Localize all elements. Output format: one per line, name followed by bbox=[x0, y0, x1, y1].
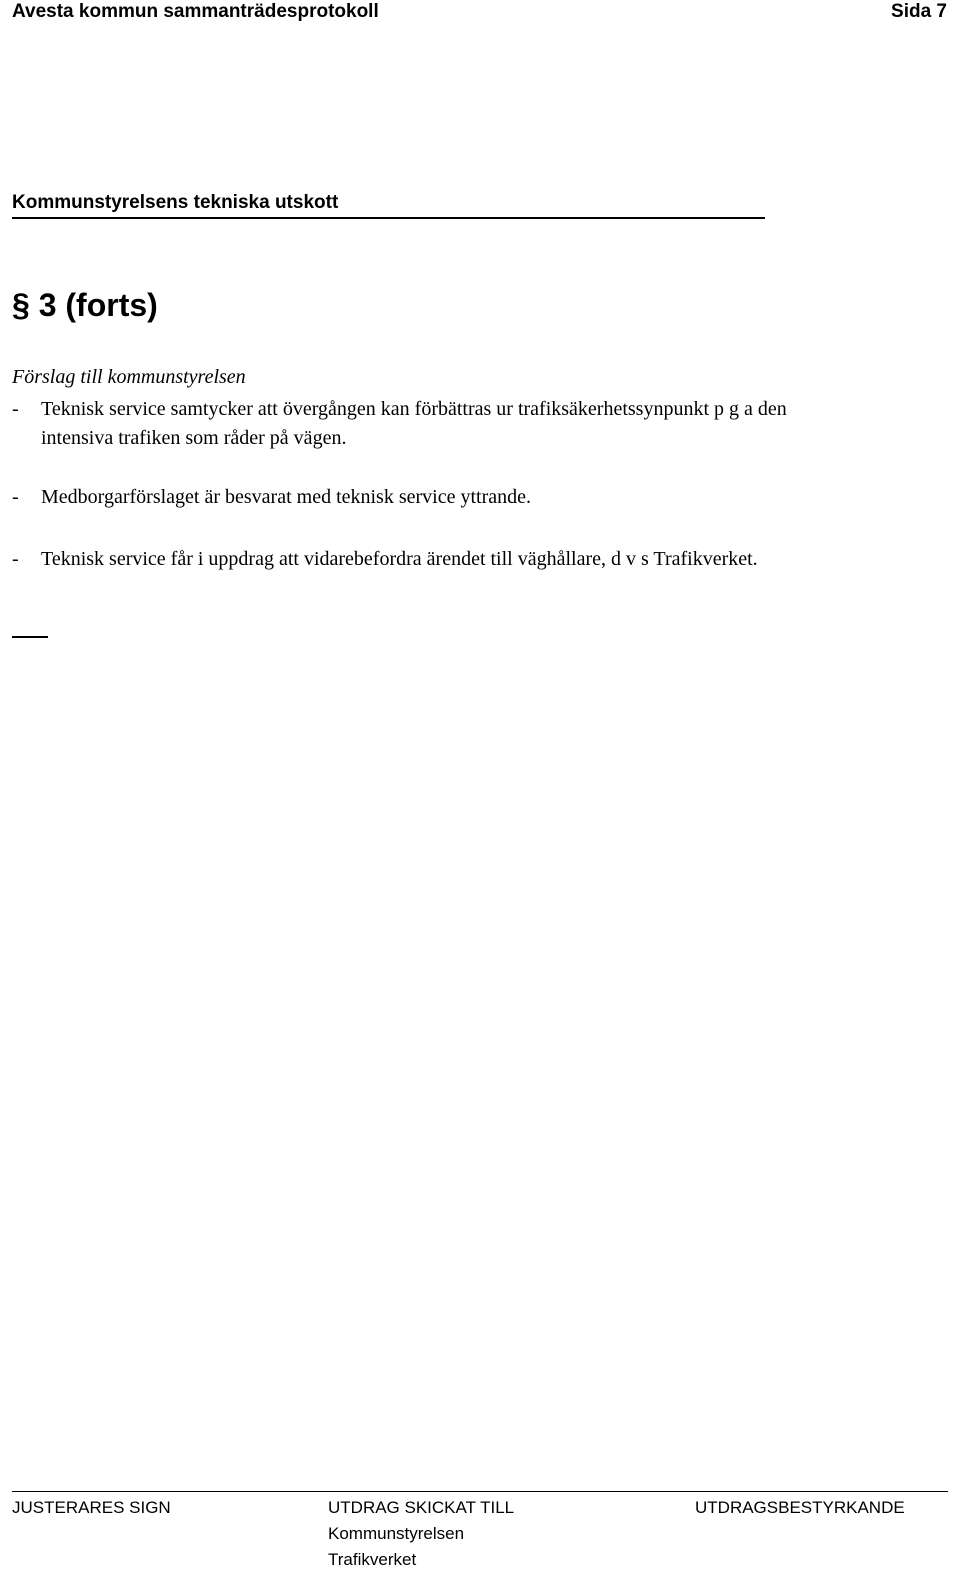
footer-recipient: Kommunstyrelsen bbox=[328, 1524, 465, 1543]
footer-divider bbox=[12, 1491, 948, 1492]
footer-recipient: Trafikverket bbox=[328, 1550, 417, 1569]
list-dash: - bbox=[12, 398, 19, 420]
list-item-line: Teknisk service samtycker att övergången kan förbättras ur trafiksäkerhetssynpunkt p g a den bbox=[41, 398, 787, 420]
list-item-text bbox=[41, 395, 787, 453]
list-item-text: Teknisk service får i uppdrag att vidarebefordra ärendet till väghållare, d v s Trafikverket. bbox=[41, 548, 758, 570]
list-item-text: Medborgarförslaget är besvarat med teknisk service yttrande. bbox=[41, 486, 531, 508]
committee-underline bbox=[12, 217, 765, 219]
list-dash: - bbox=[12, 486, 19, 508]
footer-justerares-sign: JUSTERARES SIGN bbox=[12, 1498, 171, 1517]
section-end-mark bbox=[12, 636, 48, 638]
committee-heading: Kommunstyrelsens tekniska utskott bbox=[12, 192, 339, 213]
proposal-label: Förslag till kommunstyrelsen bbox=[12, 366, 246, 388]
footer-utdrag-label: UTDRAG SKICKAT TILL bbox=[328, 1498, 515, 1517]
list-dash: - bbox=[12, 548, 19, 570]
footer-utdrag-skickat-till bbox=[328, 1495, 514, 1573]
section-heading: § 3 (forts) bbox=[12, 287, 158, 323]
footer-utdragsbestyrkande: UTDRAGSBESTYRKANDE bbox=[695, 1498, 905, 1517]
list-item-line: intensiva trafiken som råder på vägen. bbox=[41, 427, 347, 449]
document-title: Avesta kommun sammanträdesprotokoll bbox=[12, 1, 379, 22]
page-number: Sida 7 bbox=[891, 1, 947, 22]
